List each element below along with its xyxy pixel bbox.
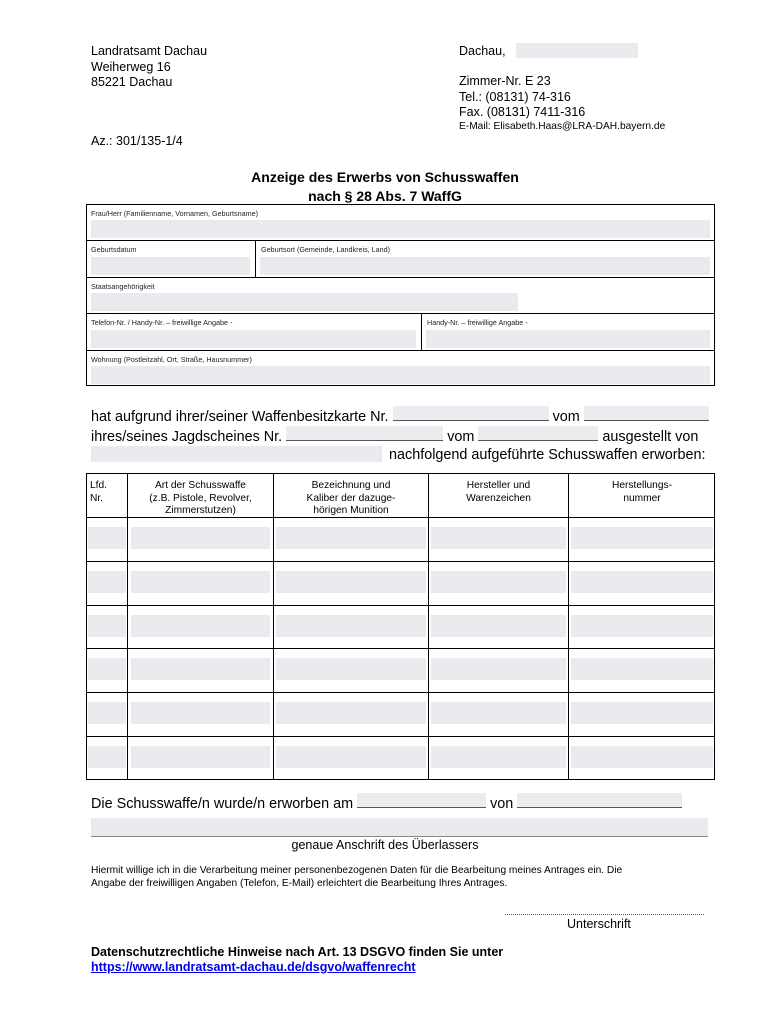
issuing-authority-field[interactable] bbox=[91, 446, 382, 462]
table-row-divider bbox=[86, 605, 715, 606]
sender-block bbox=[91, 44, 207, 91]
weapon-row-6-nr-field[interactable] bbox=[88, 746, 126, 768]
weapon-row-6-type-field[interactable] bbox=[131, 746, 270, 768]
privacy-link[interactable]: https://www.landratsamt-dachau.de/dsgvo/waffenrecht bbox=[91, 960, 416, 974]
weapon-row-5-manufacturer-field[interactable] bbox=[431, 702, 566, 724]
permit-line-1-text: hat aufgrund ihrer/seiner Waffenbesitzkarte Nr. bbox=[91, 409, 389, 425]
weapon-row-6-name-caliber-field[interactable] bbox=[276, 746, 426, 768]
acquisition-date-field[interactable] bbox=[357, 793, 486, 808]
address-label: Wohnung (Postleitzahl, Ort, Straße, Hausnummer) bbox=[91, 355, 252, 364]
table-row-divider bbox=[86, 692, 715, 693]
permit-line-1 bbox=[91, 406, 709, 426]
weapon-row-5-serial-field[interactable] bbox=[571, 702, 713, 724]
transferor-address-field[interactable] bbox=[91, 818, 708, 837]
weapon-row-6-manufacturer-field[interactable] bbox=[431, 746, 566, 768]
divider bbox=[255, 240, 256, 277]
permit-line-3: nachfolgend aufgeführte Schusswaffen erworben: bbox=[389, 447, 706, 463]
weapon-row-3-nr-field[interactable] bbox=[88, 615, 126, 637]
acquisition-line bbox=[91, 793, 682, 813]
col-header-nr: Lfd. Nr. bbox=[90, 480, 107, 504]
sender-org: Landratsamt Dachau bbox=[91, 44, 208, 58]
phone-label: Telefon-Nr. / Handy-Nr. – freiwillige Angabe - bbox=[91, 318, 233, 327]
col-header-manufacturer: Hersteller und Warenzeichen bbox=[466, 480, 531, 504]
divider bbox=[86, 313, 715, 314]
table-column-divider bbox=[273, 473, 274, 780]
document-title bbox=[0, 168, 770, 206]
contact-block bbox=[459, 74, 585, 121]
permit-line-2-issued: ausgestellt von bbox=[602, 429, 699, 445]
birthdate-label: Geburtsdatum bbox=[91, 245, 137, 254]
permit-number-field[interactable] bbox=[393, 406, 549, 421]
privacy-heading: Datenschutzrechtliche Hinweise nach Art. 13 DSGVO finden Sie unter bbox=[91, 945, 504, 959]
divider bbox=[421, 313, 422, 350]
table-row-divider bbox=[86, 736, 715, 737]
weapon-row-3-name-caliber-field[interactable] bbox=[276, 615, 426, 637]
sender-city: 85221 Dachau bbox=[91, 75, 173, 89]
name-label: Frau/Herr (Familienname, Vornamen, Geburtsname) bbox=[91, 209, 258, 218]
permit-line-1-vom: vom bbox=[552, 409, 580, 425]
hunting-license-date-field[interactable] bbox=[478, 426, 598, 441]
acquisition-text: Die Schusswaffe/n wurde/n erworben am bbox=[91, 796, 354, 812]
nationality-label: Staatsangehörigkeit bbox=[91, 282, 155, 291]
table-column-divider bbox=[127, 473, 128, 780]
col-header-serial: Herstellungs- nummer bbox=[611, 480, 673, 504]
weapon-row-2-type-field[interactable] bbox=[131, 571, 270, 593]
mobile-field[interactable] bbox=[426, 330, 710, 348]
weapon-row-5-type-field[interactable] bbox=[131, 702, 270, 724]
consent-line-1: Hiermit willige ich in die Verarbeitung meiner personenbezogenen Daten für die Bearbeitung meines Antrages ein. Die bbox=[91, 865, 623, 876]
signature-line[interactable] bbox=[505, 914, 704, 915]
date-field[interactable] bbox=[516, 43, 638, 58]
birthdate-field[interactable] bbox=[91, 257, 250, 275]
col-header-type: Art der Schusswaffe (z.B. Pistole, Revolver, Zimmerstutzen) bbox=[149, 480, 252, 516]
email-address: E-Mail: Elisabeth.Haas@LRA-DAH.bayern.de bbox=[459, 121, 666, 132]
fax-number: Fax. (08131) 7411-316 bbox=[459, 105, 586, 119]
signature-label: Unterschrift bbox=[567, 917, 631, 931]
address-field[interactable] bbox=[91, 366, 710, 384]
reference-number: Az.: 301/135-1/4 bbox=[91, 134, 183, 148]
consent-text bbox=[91, 864, 622, 890]
hunting-license-number-field[interactable] bbox=[286, 426, 443, 441]
transferor-address-caption: genaue Anschrift des Überlassers bbox=[291, 838, 479, 852]
weapon-row-4-serial-field[interactable] bbox=[571, 658, 713, 680]
weapon-row-2-manufacturer-field[interactable] bbox=[431, 571, 566, 593]
permit-line-2-vom: vom bbox=[447, 429, 475, 445]
weapon-row-6-serial-field[interactable] bbox=[571, 746, 713, 768]
weapon-row-4-nr-field[interactable] bbox=[88, 658, 126, 680]
birthplace-label: Geburtsort (Gemeinde, Landkreis, Land) bbox=[261, 245, 391, 254]
weapon-row-4-type-field[interactable] bbox=[131, 658, 270, 680]
phone-number: Tel.: (08131) 74-316 bbox=[459, 89, 571, 104]
nationality-field[interactable] bbox=[91, 293, 518, 311]
weapon-row-1-name-caliber-field[interactable] bbox=[276, 527, 426, 549]
col-header-name-caliber: Bezeichnung und Kaliber der dazuge- hörigen Munition bbox=[306, 480, 396, 516]
table-row-divider bbox=[86, 561, 715, 562]
title-line-1: Anzeige des Erwerbs von Schusswaffen bbox=[251, 169, 519, 185]
table-column-divider bbox=[568, 473, 569, 780]
weapon-row-1-type-field[interactable] bbox=[131, 527, 270, 549]
table-row-divider bbox=[86, 648, 715, 649]
privacy-notice bbox=[91, 945, 503, 975]
permit-line-2 bbox=[91, 426, 698, 446]
weapon-row-3-manufacturer-field[interactable] bbox=[431, 615, 566, 637]
mobile-label: Handy-Nr. – freiwillige Angabe - bbox=[427, 318, 528, 327]
permit-date-field[interactable] bbox=[584, 406, 709, 421]
weapon-row-1-nr-field[interactable] bbox=[88, 527, 126, 549]
weapon-row-1-manufacturer-field[interactable] bbox=[431, 527, 566, 549]
phone-field[interactable] bbox=[91, 330, 416, 348]
sender-street: Weiherweg 16 bbox=[91, 59, 171, 74]
title-line-2: nach § 28 Abs. 7 WaffG bbox=[308, 188, 462, 204]
name-field[interactable] bbox=[91, 220, 710, 238]
divider bbox=[86, 277, 715, 278]
weapon-row-4-manufacturer-field[interactable] bbox=[431, 658, 566, 680]
weapon-row-5-nr-field[interactable] bbox=[88, 702, 126, 724]
consent-line-2: Angabe der freiwilligen Angaben (Telefon, E-Mail) erleichtert die Bearbeitung Ihres Antrages. bbox=[91, 878, 508, 889]
weapon-row-4-name-caliber-field[interactable] bbox=[276, 658, 426, 680]
room-number: Zimmer-Nr. E 23 bbox=[459, 74, 551, 88]
weapon-row-1-serial-field[interactable] bbox=[571, 527, 713, 549]
weapon-row-2-serial-field[interactable] bbox=[571, 571, 713, 593]
divider bbox=[86, 240, 715, 241]
table-column-divider bbox=[428, 473, 429, 780]
birthplace-field[interactable] bbox=[260, 257, 710, 275]
weapon-row-3-type-field[interactable] bbox=[131, 615, 270, 637]
weapon-row-5-name-caliber-field[interactable] bbox=[276, 702, 426, 724]
permit-line-2-text: ihres/seines Jagdscheines Nr. bbox=[91, 429, 283, 445]
weapon-row-2-name-caliber-field[interactable] bbox=[276, 571, 426, 593]
transferor-name-field[interactable] bbox=[517, 793, 682, 808]
weapon-row-3-serial-field[interactable] bbox=[571, 615, 713, 637]
weapon-row-2-nr-field[interactable] bbox=[88, 571, 126, 593]
divider bbox=[86, 350, 715, 351]
place-date-label: Dachau, bbox=[459, 44, 506, 58]
acquisition-from: von bbox=[490, 796, 514, 812]
